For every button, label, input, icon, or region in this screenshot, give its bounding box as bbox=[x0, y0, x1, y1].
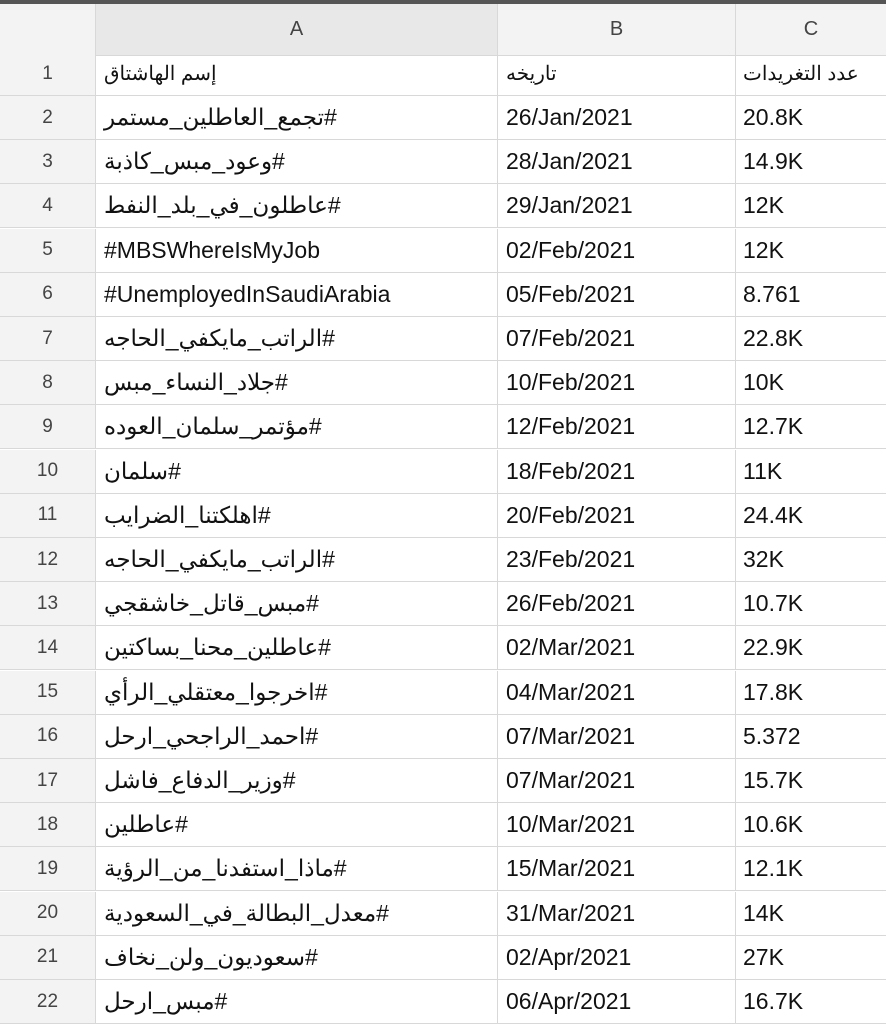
table-row bbox=[0, 538, 886, 582]
cell-c14[interactable] bbox=[736, 626, 886, 670]
column-header-c[interactable]: C bbox=[736, 4, 886, 56]
cell-text: 10.7K bbox=[743, 590, 804, 617]
row-header[interactable]: 3 bbox=[0, 140, 96, 184]
cell-text: 15.7K bbox=[743, 767, 804, 793]
cell-c10[interactable] bbox=[736, 450, 886, 494]
cell-text: 07/Feb/2021 bbox=[506, 325, 636, 351]
cell-text: 05/Feb/2021 bbox=[506, 280, 636, 307]
cell-text: #اهلكتنا_الضرايب bbox=[104, 501, 271, 528]
cell-text: 28/Jan/2021 bbox=[506, 148, 633, 175]
cell-text: 10/Mar/2021 bbox=[506, 811, 636, 838]
cell-b12[interactable] bbox=[498, 538, 736, 582]
cell-text: 14K bbox=[743, 899, 784, 926]
cell-b8[interactable] bbox=[498, 361, 736, 405]
cell-b20[interactable] bbox=[498, 892, 736, 936]
cell-text: #اخرجوا_معتقلي_الرأي bbox=[104, 678, 328, 705]
cell-b17[interactable] bbox=[498, 759, 736, 803]
table-row bbox=[0, 803, 886, 847]
cell-text: 31/Mar/2021 bbox=[506, 899, 636, 926]
cell-text: #سعوديون_ولن_نخاف bbox=[104, 943, 318, 970]
column-header-a[interactable]: A bbox=[96, 4, 498, 56]
cell-b3[interactable] bbox=[498, 140, 736, 184]
row-header[interactable]: 8 bbox=[0, 361, 96, 405]
cell-a21[interactable] bbox=[96, 936, 498, 980]
table-row bbox=[0, 671, 886, 715]
cell-a20[interactable] bbox=[96, 892, 498, 936]
row-header[interactable]: 10 bbox=[0, 450, 96, 494]
cell-text: 12.7K bbox=[743, 413, 804, 440]
row-header[interactable]: 2 bbox=[0, 96, 96, 140]
cell-c19[interactable] bbox=[736, 847, 886, 891]
cell-text: #وزير_الدفاع_فاشل bbox=[104, 767, 296, 793]
row-header[interactable]: 20 bbox=[0, 892, 96, 936]
cell-a4[interactable] bbox=[96, 184, 498, 228]
cell-a22[interactable] bbox=[96, 980, 498, 1024]
cell-text: #عاطلين bbox=[104, 811, 188, 838]
cell-text: 07/Mar/2021 bbox=[506, 767, 636, 793]
cell-a19[interactable] bbox=[96, 847, 498, 891]
cell-b4[interactable] bbox=[498, 184, 736, 228]
cell-a10[interactable] bbox=[96, 450, 498, 494]
row-header[interactable]: 13 bbox=[0, 582, 96, 626]
cell-text: #عاطلون_في_بلد_النفط bbox=[104, 192, 341, 219]
cell-text: 14.9K bbox=[743, 148, 804, 175]
cell-a17[interactable] bbox=[96, 759, 498, 803]
cell-a16[interactable] bbox=[96, 715, 498, 759]
cell-c8[interactable] bbox=[736, 361, 886, 405]
cell-text: 06/Apr/2021 bbox=[506, 988, 632, 1014]
cell-text: #تجمع_العاطلين_مستمر bbox=[104, 104, 337, 130]
cell-b21[interactable] bbox=[498, 936, 736, 980]
cell-b7[interactable] bbox=[498, 317, 736, 361]
cell-text: 10.6K bbox=[743, 811, 804, 838]
cell-c17[interactable] bbox=[736, 759, 886, 803]
cell-b18[interactable] bbox=[498, 803, 736, 847]
cell-text: #الراتب_مايكفي_الحاجه bbox=[104, 325, 335, 351]
cell-text: 18/Feb/2021 bbox=[506, 457, 636, 484]
row-header[interactable]: 17 bbox=[0, 759, 96, 803]
column-header-b[interactable]: B bbox=[498, 4, 736, 56]
cell-text: 02/Feb/2021 bbox=[506, 236, 636, 263]
cell-b14[interactable] bbox=[498, 626, 736, 670]
cell-b1[interactable] bbox=[498, 52, 736, 96]
cell-text: 07/Mar/2021 bbox=[506, 722, 636, 749]
table-row bbox=[0, 229, 886, 273]
row-header[interactable]: 18 bbox=[0, 803, 96, 847]
table-row bbox=[0, 847, 886, 891]
cell-text: 02/Apr/2021 bbox=[506, 943, 632, 970]
column-header-row bbox=[0, 0, 886, 52]
table-row bbox=[0, 980, 886, 1024]
cell-text: 5.372 bbox=[743, 722, 801, 749]
cell-c6[interactable] bbox=[736, 273, 886, 317]
cell-b5[interactable] bbox=[498, 229, 736, 273]
cell-text: 10/Feb/2021 bbox=[506, 369, 636, 396]
cell-c18[interactable] bbox=[736, 803, 886, 847]
cell-b16[interactable] bbox=[498, 715, 736, 759]
table-row bbox=[0, 759, 886, 803]
select-all-corner[interactable] bbox=[0, 4, 96, 56]
cell-text: #مبس_قاتل_خاشقجي bbox=[104, 590, 319, 617]
cell-text: 12K bbox=[743, 192, 784, 219]
table-row bbox=[0, 361, 886, 405]
cell-text: 20.8K bbox=[743, 104, 804, 130]
cell-text: #معدل_البطالة_في_السعودية bbox=[104, 899, 389, 926]
cell-text: 17.8K bbox=[743, 678, 804, 705]
table-row bbox=[0, 494, 886, 538]
cell-a3[interactable] bbox=[96, 140, 498, 184]
cell-a14[interactable] bbox=[96, 626, 498, 670]
row-header[interactable]: 5 bbox=[0, 229, 96, 273]
cell-text: #مؤتمر_سلمان_العوده bbox=[104, 413, 322, 440]
cell-a8[interactable] bbox=[96, 361, 498, 405]
cell-b15[interactable] bbox=[498, 671, 736, 715]
cell-text: 22.9K bbox=[743, 634, 804, 661]
cell-a11[interactable] bbox=[96, 494, 498, 538]
cell-text: تاريخه bbox=[506, 63, 557, 85]
cell-text: 10K bbox=[743, 369, 784, 396]
cell-text: 20/Feb/2021 bbox=[506, 501, 636, 528]
cell-b19[interactable] bbox=[498, 847, 736, 891]
cell-b6[interactable] bbox=[498, 273, 736, 317]
cell-a18[interactable] bbox=[96, 803, 498, 847]
cell-text: #الراتب_مايكفي_الحاجه bbox=[104, 546, 335, 572]
cell-a15[interactable] bbox=[96, 671, 498, 715]
table-row bbox=[0, 273, 886, 317]
table-row bbox=[0, 140, 886, 184]
cell-text: 11K bbox=[743, 457, 783, 484]
cell-text: 22.8K bbox=[743, 325, 804, 351]
table-row bbox=[0, 405, 886, 449]
cell-b13[interactable] bbox=[498, 582, 736, 626]
row-header[interactable]: 1 bbox=[0, 52, 96, 96]
row-header[interactable]: 19 bbox=[0, 847, 96, 891]
cell-text: #سلمان bbox=[104, 457, 181, 484]
cell-c5[interactable] bbox=[736, 229, 886, 273]
cell-text: 12K bbox=[743, 236, 784, 263]
cell-a13[interactable] bbox=[96, 582, 498, 626]
cell-text: 16.7K bbox=[743, 988, 804, 1014]
cell-a2[interactable] bbox=[96, 96, 498, 140]
cell-c2[interactable] bbox=[736, 96, 886, 140]
cell-c4[interactable] bbox=[736, 184, 886, 228]
cell-text: 8.761 bbox=[743, 280, 801, 307]
cell-text: #ماذا_استفدنا_من_الرؤية bbox=[104, 855, 347, 882]
cell-text: #UnemployedInSaudiArabia bbox=[104, 280, 391, 307]
cell-text: 29/Jan/2021 bbox=[506, 192, 633, 219]
cell-a5[interactable] bbox=[96, 229, 498, 273]
cell-text: 24.4K bbox=[743, 501, 804, 528]
row-header[interactable]: 12 bbox=[0, 538, 96, 582]
cell-c1[interactable] bbox=[736, 52, 886, 96]
cell-text: #مبس_ارحل bbox=[104, 988, 228, 1014]
row-header[interactable]: 11 bbox=[0, 494, 96, 538]
row-header[interactable]: 15 bbox=[0, 671, 96, 715]
cell-text: 23/Feb/2021 bbox=[506, 546, 636, 572]
cell-a1[interactable] bbox=[96, 52, 498, 96]
cell-c11[interactable] bbox=[736, 494, 886, 538]
cell-text: #عاطلين_محنا_بساكتين bbox=[104, 634, 331, 661]
row-header[interactable]: 16 bbox=[0, 715, 96, 759]
cell-text: عدد التغريدات bbox=[743, 63, 859, 85]
cell-c3[interactable] bbox=[736, 140, 886, 184]
cell-c15[interactable] bbox=[736, 671, 886, 715]
cell-text: 02/Mar/2021 bbox=[506, 634, 636, 661]
cell-text: 27K bbox=[743, 943, 784, 970]
cell-a6[interactable] bbox=[96, 273, 498, 317]
row-header[interactable]: 21 bbox=[0, 936, 96, 980]
cell-c7[interactable] bbox=[736, 317, 886, 361]
row-header[interactable]: 7 bbox=[0, 317, 96, 361]
cell-text: #جلاد_النساء_مبس bbox=[104, 369, 288, 396]
table-row bbox=[0, 936, 886, 980]
cell-text: إسم الهاشتاق bbox=[104, 63, 217, 85]
row-header[interactable]: 14 bbox=[0, 626, 96, 670]
row-header[interactable]: 6 bbox=[0, 273, 96, 317]
table-row bbox=[0, 892, 886, 936]
cell-c20[interactable] bbox=[736, 892, 886, 936]
cell-text: 26/Feb/2021 bbox=[506, 590, 636, 617]
cell-text: 15/Mar/2021 bbox=[506, 855, 636, 882]
cell-b2[interactable] bbox=[498, 96, 736, 140]
cell-b10[interactable] bbox=[498, 450, 736, 494]
table-row bbox=[0, 582, 886, 626]
cell-text: 04/Mar/2021 bbox=[506, 678, 636, 705]
cell-text: 12.1K bbox=[743, 855, 804, 882]
table-row bbox=[0, 184, 886, 228]
cell-c9[interactable] bbox=[736, 405, 886, 449]
table-row bbox=[0, 52, 886, 96]
cell-text: #احمد_الراجحي_ارحل bbox=[104, 722, 319, 749]
cell-a7[interactable] bbox=[96, 317, 498, 361]
table-row bbox=[0, 317, 886, 361]
cell-text: #MBSWhereIsMyJob bbox=[104, 236, 321, 263]
cell-c22[interactable] bbox=[736, 980, 886, 1024]
row-header[interactable]: 9 bbox=[0, 405, 96, 449]
cell-a12[interactable] bbox=[96, 538, 498, 582]
cell-text: 26/Jan/2021 bbox=[506, 104, 633, 130]
cell-text: #وعود_مبس_كاذبة bbox=[104, 148, 285, 175]
table-row bbox=[0, 450, 886, 494]
table-row bbox=[0, 626, 886, 670]
cell-c12[interactable] bbox=[736, 538, 886, 582]
cell-c13[interactable] bbox=[736, 582, 886, 626]
cell-b9[interactable] bbox=[498, 405, 736, 449]
table-row bbox=[0, 715, 886, 759]
cell-c21[interactable] bbox=[736, 936, 886, 980]
cell-c16[interactable] bbox=[736, 715, 886, 759]
cell-text: 12/Feb/2021 bbox=[506, 413, 636, 440]
row-header[interactable]: 22 bbox=[0, 980, 96, 1024]
cell-a9[interactable] bbox=[96, 405, 498, 449]
row-header[interactable]: 4 bbox=[0, 184, 96, 228]
cell-text: 32K bbox=[743, 546, 784, 572]
cell-b11[interactable] bbox=[498, 494, 736, 538]
cell-b22[interactable] bbox=[498, 980, 736, 1024]
table-row bbox=[0, 96, 886, 140]
